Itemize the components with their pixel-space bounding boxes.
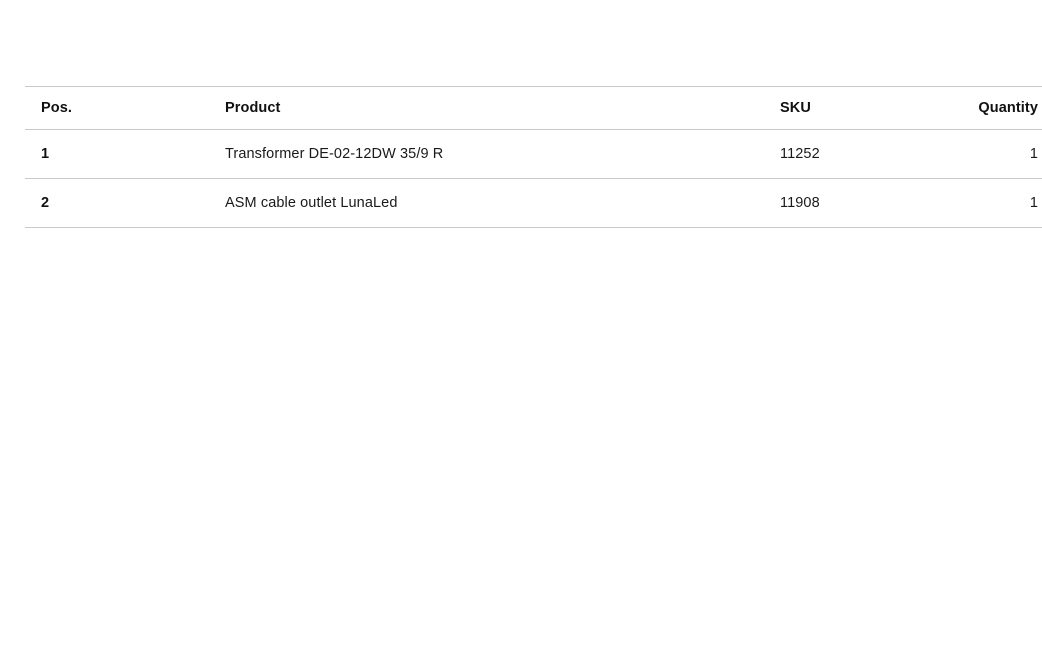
cell-quantity: 1 xyxy=(925,179,1042,228)
table-row xyxy=(25,130,1042,179)
cell-pos: 2 xyxy=(25,179,133,228)
cell-sku: 11252 xyxy=(780,130,925,179)
column-header-product: Product xyxy=(133,87,780,130)
table-header xyxy=(25,87,1042,130)
table-header-row xyxy=(25,87,1042,130)
cell-pos: 1 xyxy=(25,130,133,179)
column-header-sku: SKU xyxy=(780,87,925,130)
line-items-table xyxy=(25,86,1042,228)
table-body xyxy=(25,130,1042,228)
column-header-pos: Pos. xyxy=(25,87,133,130)
line-items-table-wrapper xyxy=(25,86,1038,228)
cell-product: ASM cable outlet LunaLed xyxy=(133,179,780,228)
column-header-quantity: Quantity xyxy=(925,87,1042,130)
cell-sku: 11908 xyxy=(780,179,925,228)
cell-product: Transformer DE-02-12DW 35/9 R xyxy=(133,130,780,179)
cell-quantity: 1 xyxy=(925,130,1042,179)
table-row xyxy=(25,179,1042,228)
